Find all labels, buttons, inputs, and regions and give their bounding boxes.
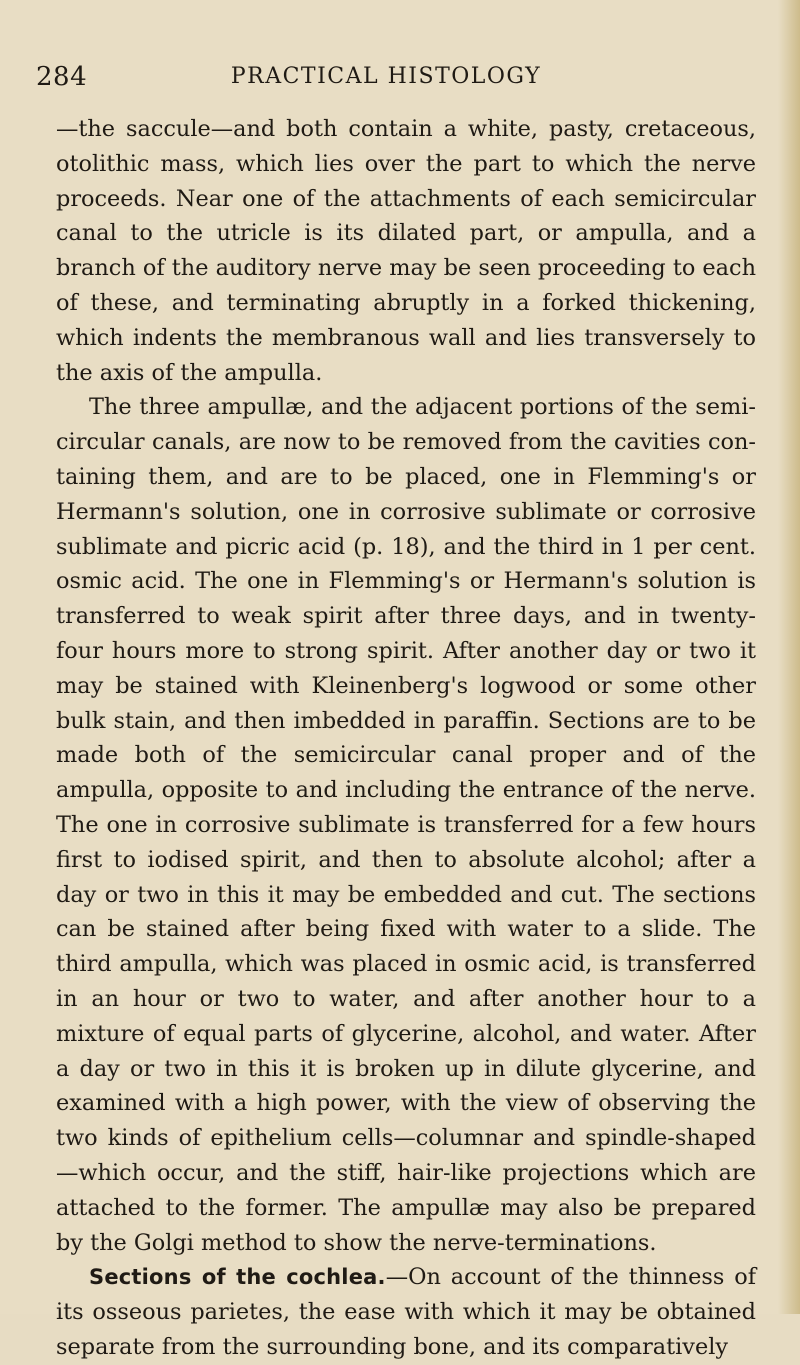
paragraph-cochlea [56, 1260, 756, 1364]
page-edge-shadow [778, 0, 800, 1314]
page-body [56, 112, 756, 1365]
section-text: —On account of the thinness of its osseous parietes, the ease with which it may be obtained separate from the surrounding bone, and its comparatively [56, 1264, 757, 1360]
page-header [36, 62, 736, 98]
paragraph-continued: —the saccule—and both contain a white, pasty, cretaceous, otolithic mass, which lies over the part to which the nerve proceeds. Near one of the attachments of each semicircular canal to the utricle is its dilated part, or ampulla, and a branch of the auditory nerve may be seen proceeding to each of these, and terminating abruptly in a forked thickening, which indents the membranous wall and lies transversely to the axis of the ampulla. [56, 116, 756, 386]
page-number: 284 [36, 62, 88, 92]
section-heading: Sections of the cochlea. [89, 1265, 386, 1290]
running-title: PRACTICAL HISTOLOGY [230, 64, 542, 89]
paragraph-ampullae: The three ampullæ, and the adjacent portions of the semicircular canals, are now to be removed from the cavities containing them, and are to be placed, one in Flemming's or Hermann's solution, one in corrosive sublimate or corrosive sublimate and picric acid (p. 18), and the third in 1 per cent. osmic acid. The one in Flemming's or Hermann's solution is transferred to weak spirit after three days, and in twenty-four hours more to strong spirit. After another day or two it may be stained with Kleinenberg's logwood or some other bulk stain, and then imbedded in paraffin. Sections are to be made both of the semicircular canal proper and of the ampulla, opposite to and including the entrance of the nerve. The one in corrosive sublimate is transferred for a few hours first to iodised spirit, and then to absolute alcohol; after a day or two in this it may be embedded and cut. The sections can be stained after being fixed with water to a slide. The third ampulla, which was placed in osmic acid, is transferred in an hour or two to water, and after another hour to a mixture of equal parts of glycerine, alcohol, and water. After a day or two in this it is broken up in dilute glycerine, and examined with a high power, with the view of observing the two kinds of epithelium cells—columnar and spindle-shaped—which occur, and the stiff, hair-like projections which are attached to the former. The ampullæ may also be prepared by the Golgi method to show the nerve-terminations. [56, 394, 756, 1256]
